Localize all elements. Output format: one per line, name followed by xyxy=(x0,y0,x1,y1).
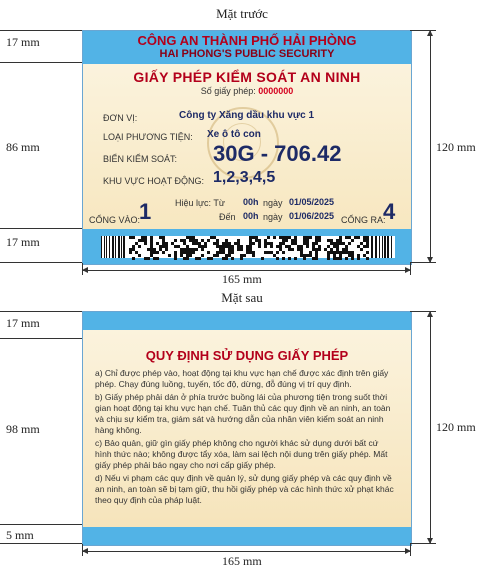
gate-in-label: CỔNG VÀO: xyxy=(89,215,141,225)
validity-label xyxy=(175,198,225,208)
gate-out-value: 4 xyxy=(383,199,396,224)
permit-front xyxy=(82,30,412,265)
area-label: KHU VỰC HOẠT ĐỘNG: xyxy=(103,176,205,186)
to-label: Đến xyxy=(219,212,236,222)
barcode-icon xyxy=(101,236,395,258)
back-top-band xyxy=(83,312,411,330)
dim-tick xyxy=(0,524,82,525)
dim-front-top: 17 mm xyxy=(6,35,40,49)
dim-tick xyxy=(82,544,83,556)
vehicle-type-label: LOẠI PHƯƠNG TIỆN: xyxy=(103,132,193,142)
front-caption: Mặt trước xyxy=(216,6,268,21)
permit-back xyxy=(82,311,412,546)
back-caption: Mặt sau xyxy=(221,290,263,305)
dim-tick xyxy=(410,544,411,556)
dim-tick xyxy=(0,30,82,31)
unit-value: Công ty Xăng dầu khu vực 1 xyxy=(179,110,315,121)
dim-tick xyxy=(0,228,82,229)
dim-back-middle: 98 mm xyxy=(6,422,40,436)
validity-text: Hiệu lực: xyxy=(175,198,212,208)
dim-tick xyxy=(410,543,436,544)
dim-front-width: 165 mm xyxy=(222,272,262,286)
rule-item: c) Bảo quản, giữ gìn giấy phép không cho người khác sử dụng dưới bất cứ hình thức nào; không được tẩy xóa, làm sai lệch nội dung trên giấy phép. Mất giấy phép phải báo ngay cho nơi cấp giấy phép. xyxy=(95,438,388,470)
gate-in-value: 1 xyxy=(139,199,152,224)
gate-out-label: CỔNG RA: xyxy=(341,215,386,225)
dim-back-top: 17 mm xyxy=(6,316,40,330)
dim-back-width: 165 mm xyxy=(222,554,262,568)
unit-label: ĐƠN VỊ: xyxy=(103,113,138,123)
dim-tick xyxy=(82,263,83,275)
rule-item: b) Giấy phép phải dán ở phía trước buồng lái của phương tiện trong suốt thời gian hoạt động tại khu vực hạn chế. Tuân thủ các quy định về an ninh, an toàn và chịu sự kiểm tra, giám sát và hướng dẫn của nhân viên kiểm soát an ninh hàng không. xyxy=(95,392,391,435)
dim-tick xyxy=(410,311,436,312)
from-day-label: ngày xyxy=(263,198,283,208)
permit-number-value: 0000000 xyxy=(258,86,294,96)
dim-front-width-line xyxy=(82,270,411,271)
permit-number xyxy=(83,86,411,96)
dim-tick xyxy=(410,263,411,275)
dim-tick xyxy=(0,62,82,63)
agency-name-english: HAI PHONG'S PUBLIC SECURITY xyxy=(159,48,335,60)
permit-number-label: Số giấy phép: xyxy=(200,86,256,96)
dim-front-middle: 86 mm xyxy=(6,140,40,154)
dim-tick xyxy=(410,30,436,31)
dim-tick xyxy=(0,543,82,544)
plate-value: 30G - 706.42 xyxy=(213,141,342,166)
to-date: 01/06/2025 xyxy=(289,211,335,221)
agency-name: CÔNG AN THÀNH PHỐ HẢI PHÒNG xyxy=(137,33,357,48)
vehicle-type-value: Xe ô tô con xyxy=(207,129,261,140)
dim-back-bottom: 5 mm xyxy=(6,528,34,542)
back-bottom-band xyxy=(83,527,411,545)
from-time: 00h xyxy=(243,197,259,207)
rule-item: d) Nếu vi phạm các quy định về quản lý, sử dụng giấy phép và các quy định về an ninh, an toàn sẽ bị tạm giữ, thu hồi giấy phép và các hình thức xử phạt khác theo quy định của pháp luật. xyxy=(95,473,394,505)
dim-front-height-line xyxy=(430,30,431,263)
from-date: 01/05/2025 xyxy=(289,197,335,207)
rule-item: a) Chỉ được phép vào, hoạt động tại khu vực hạn chế được xác định trên giấy phép. Chạy đúng luồng, tuyến, tốc độ, dừng, đỗ đúng vị trí quy định. xyxy=(95,368,389,389)
rules-title: QUY ĐỊNH SỬ DỤNG GIẤY PHÉP xyxy=(145,348,349,363)
plate-label: BIỂN KIỂM SOÁT: xyxy=(103,154,178,164)
to-time: 00h xyxy=(243,211,259,221)
dim-tick xyxy=(0,311,82,312)
dim-tick xyxy=(410,262,436,263)
area-value: 1,2,3,4,5 xyxy=(213,169,276,186)
dim-tick xyxy=(0,338,82,339)
dim-back-height: 120 mm xyxy=(436,420,476,434)
dim-front-bottom: 17 mm xyxy=(6,235,40,249)
to-day-label: ngày xyxy=(263,212,283,222)
dim-tick xyxy=(0,262,82,263)
from-label: Từ xyxy=(213,198,225,208)
dim-front-height: 120 mm xyxy=(436,140,476,154)
permit-title: GIẤY PHÉP KIỂM SOÁT AN NINH xyxy=(133,69,361,85)
dim-back-height-line xyxy=(430,311,431,544)
dim-back-width-line xyxy=(82,551,411,552)
